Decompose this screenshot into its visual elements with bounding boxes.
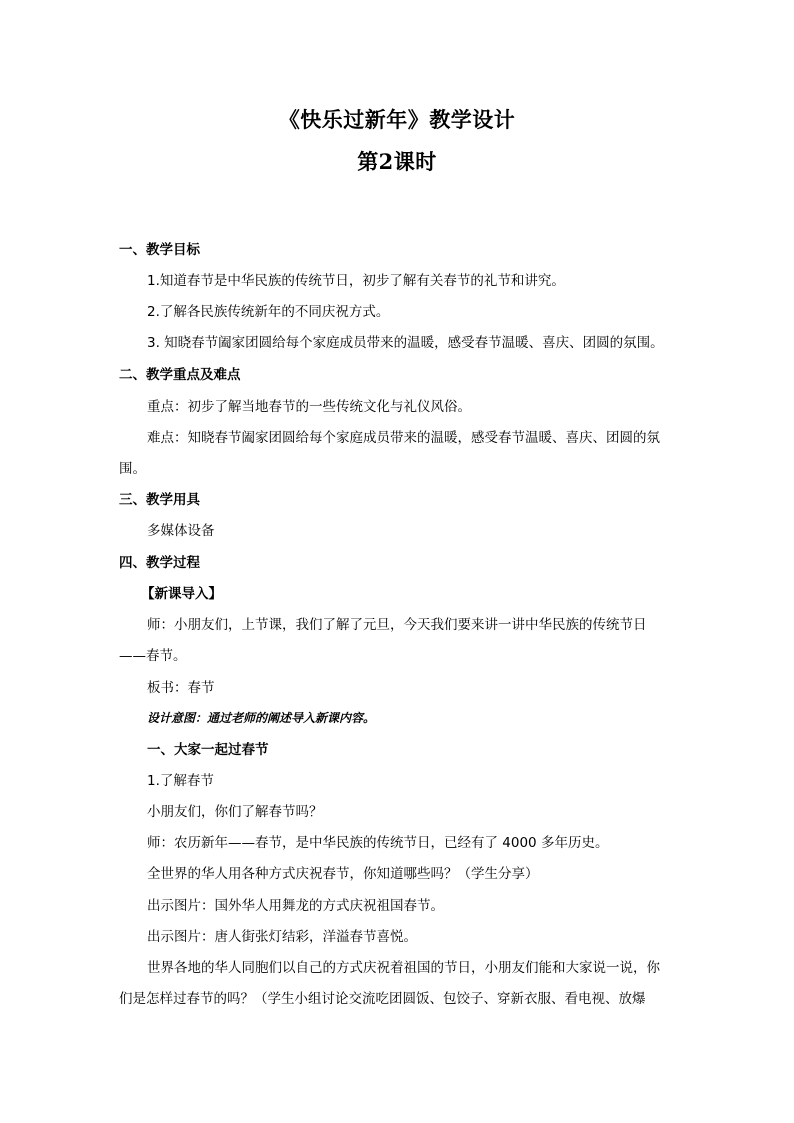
intro-heading: 【新课导入】 [141, 586, 222, 602]
difficulty-text: 难点：知晓春节阖家团圆给每个家庭成员带来的温暖，感受春节温暖、喜庆、团圆的氛 [147, 430, 660, 446]
objective-item: 1.知道春节是中华民族的传统节日，初步了解有关春节的礼节和讲究。 [147, 273, 565, 289]
key-point-text: 重点：初步了解当地春节的一些传统文化与礼仪风俗。 [147, 399, 471, 415]
sub-heading: 1.了解春节 [147, 773, 214, 789]
teacher-text: 师：农历新年——春节，是中华民族的传统节日，已经有了 4000 多年历史。 [147, 835, 609, 851]
teacher-text-continued: ——春节。 [119, 648, 187, 664]
document-title: 《快乐过新年》教学设计 [278, 107, 516, 132]
picture-text: 出示图片：国外华人用舞龙的方式庆祝祖国春节。 [147, 898, 444, 914]
world-text: 全世界的华人用各种方式庆祝春节，你知道哪些吗？（学生分享） [147, 866, 539, 882]
board-text: 板书：春节 [147, 680, 215, 696]
difficulty-text-continued: 围。 [119, 461, 146, 477]
part-heading: 一、大家一起过春节 [147, 742, 269, 758]
tools-text: 多媒体设备 [147, 523, 215, 539]
question-text: 小朋友们，你们了解春节吗？ [147, 804, 323, 820]
section-heading-key-points: 二、教学重点及难点 [119, 367, 241, 383]
objective-item: 2.了解各民族传统新年的不同庆祝方式。 [147, 304, 390, 320]
section-heading-tools: 三、教学用具 [119, 492, 200, 508]
section-heading-process: 四、教学过程 [119, 555, 200, 571]
paragraph-text: 世界各地的华人同胞们以自己的方式庆祝着祖国的节日，小朋友们能和大家说一说，你 [147, 960, 660, 976]
paragraph-text-continued: 们是怎样过春节的吗？（学生小组讨论交流吃团圆饭、包饺子、穿新衣服、看电视、放爆 [119, 991, 646, 1007]
design-intent-text: 设计意图：通过老师的阐述导入新课内容。 [147, 711, 376, 725]
section-heading-objectives: 一、教学目标 [119, 242, 200, 258]
picture-text: 出示图片：唐人街张灯结彩，洋溢春节喜悦。 [147, 929, 417, 945]
objective-item: 3. 知晓春节阖家团圆给每个家庭成员带来的温暖，感受春节温暖、喜庆、团圆的氛围。 [147, 335, 664, 351]
teacher-text: 师：小朋友们，上节课，我们了解了元旦，今天我们要来讲一讲中华民族的传统节日 [147, 617, 647, 633]
document-subtitle: 第2课时 [357, 149, 437, 174]
